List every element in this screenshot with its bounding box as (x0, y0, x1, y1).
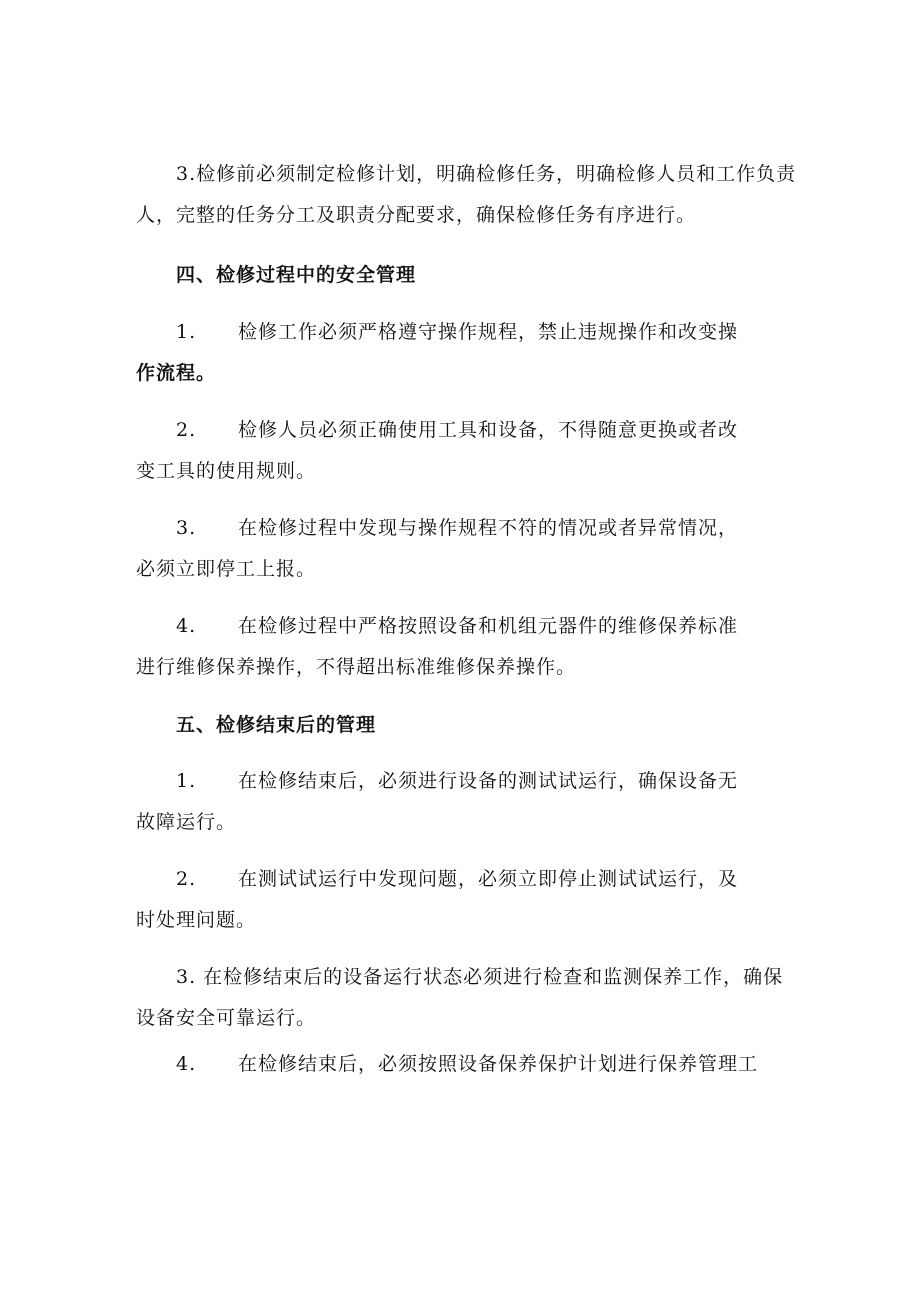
s4-item-1-text: 检修工作必须严格遵守操作规程，禁止违规操作和改变操 (238, 321, 739, 343)
s4-item-2-line-2: 变工具的使用规则。 (136, 460, 317, 482)
s5-item-4-text: 在检修结束后，必须按照设备保养保护计划进行保养管理工 (238, 1053, 759, 1075)
s5-item-2-text: 在测试试运行中发现问题，必须立即停止测试试运行，及 (238, 868, 739, 890)
s5-item-1-number: 1. (176, 770, 197, 792)
s5-item-2-line-2: 时处理问题。 (136, 909, 257, 931)
s4-item-1-line-2: 作流程。 (136, 362, 217, 384)
s4-item-4-line-1 (176, 613, 738, 639)
s5-item-3-line-2: 设备安全可靠运行。 (136, 1007, 317, 1029)
s4-item-4-text: 在检修过程中严格按照设备和机组元器件的维修保养标准 (238, 615, 739, 637)
s5-item-3-line-1: 3. 在检修结束后的设备运行状态必须进行检查和监测保养工作，确保 (176, 966, 784, 988)
s4-item-2-number: 2. (176, 419, 197, 441)
s4-item-3-line-2: 必须立即停工上报。 (136, 558, 317, 580)
s5-item-1-text: 在检修结束后，必须进行设备的测试试运行，确保设备无 (238, 770, 739, 792)
s4-item-4-number: 4. (176, 615, 197, 637)
paragraph-3-line-2: 人，完整的任务分工及职责分配要求，确保检修任务有序进行。 (136, 204, 697, 226)
s4-item-2-line-1 (176, 417, 738, 443)
s4-item-3-line-1 (176, 515, 738, 541)
section-4-heading: 四、检修过程中的安全管理 (176, 264, 417, 286)
s5-item-2-number: 2. (176, 868, 197, 890)
s4-item-1-line-1 (176, 319, 738, 345)
s4-item-2-text: 检修人员必须正确使用工具和设备，不得随意更换或者改 (238, 419, 739, 441)
s5-item-4-number: 4. (176, 1053, 197, 1075)
section-5-heading: 五、检修结束后的管理 (176, 714, 377, 736)
s5-item-4-line-1 (176, 1051, 758, 1077)
s5-item-2-line-1 (176, 866, 738, 892)
s4-item-3-number: 3. (176, 517, 197, 539)
s4-item-3-text: 在检修过程中发现与操作规程不符的情况或者异常情况， (238, 517, 739, 539)
s5-item-1-line-1 (176, 768, 738, 794)
s5-item-1-line-2: 故障运行。 (136, 811, 237, 833)
s4-item-4-line-2: 进行维修保养操作，不得超出标准维修保养操作。 (136, 656, 577, 678)
paragraph-3-line-1: 3.检修前必须制定检修计划，明确检修任务，明确检修人员和工作负责 (176, 163, 797, 185)
s4-item-1-number: 1. (176, 321, 197, 343)
